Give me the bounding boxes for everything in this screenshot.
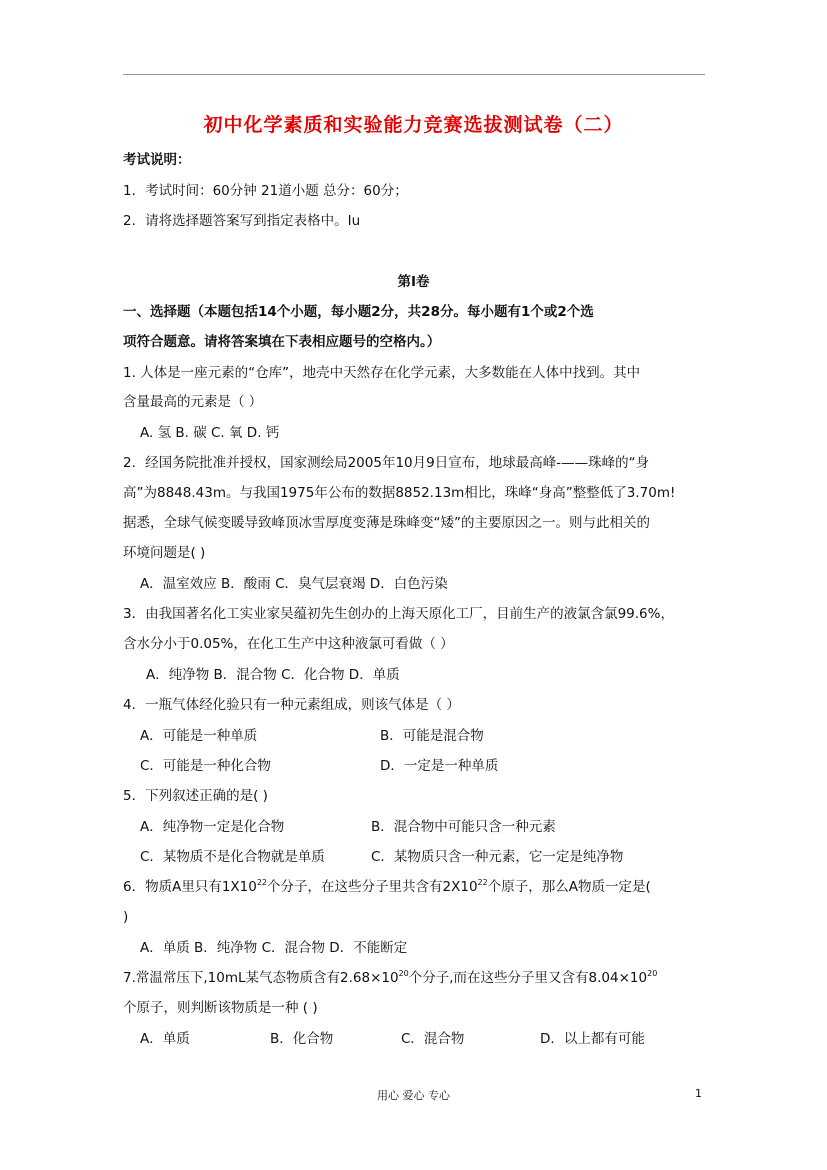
question-2-line-2: 高”为8848.43m。与我国1975年公布的数据8852.13m相比，珠峰“身高”整整低了3.70m! <box>123 485 676 501</box>
question-5-option-b: B．混合物中可能只含一种元素 <box>371 819 556 835</box>
question-2-line-3: 据悉，全球气候变暖导致峰顶冰雪厚度变薄是珠峰变“矮”的主要原因之一。则与此相关的 <box>123 515 650 531</box>
question-1-options: A. 氢 B. 碳 C. 氧 D. 钙 <box>140 425 280 441</box>
question-5-line-1: 5．下列叙述正确的是( ) <box>123 788 268 804</box>
question-1-line-2: 含量最高的元素是（ ） <box>123 394 263 410</box>
question-2-line-1: 2．经国务院批准并授权，国家测绘局2005年10月9日宣布，地球最高峰-——珠峰的“身 <box>123 455 650 471</box>
question-7-option-b: B．化合物 <box>270 1031 334 1047</box>
question-7-line-2: 个原子，则判断该物质是一种 ( ) <box>123 1000 318 1016</box>
page-number: 1 <box>695 1087 702 1100</box>
question-2-line-4: 环境问题是( ) <box>123 545 206 561</box>
question-4-option-d: D．一定是一种单质 <box>380 758 499 774</box>
instructions-heading: 考试说明： <box>123 152 191 168</box>
question-4-line-1: 4．一瓶气体经化验只有一种元素组成，则该气体是（ ） <box>123 697 460 713</box>
question-7-line-1: 7.常温常压下,10mL某气态物质含有$2.68\times 10^{20}$个分子,而在这些分子里又含有$8.04\times 10^{20}$ <box>123 969 658 986</box>
question-7-option-c: C．混合物 <box>401 1031 465 1047</box>
question-3-line-1: 3．由我国著名化工实业家吴蕴初先生创办的上海天原化工厂，目前生产的液氯含氯99.6%， <box>123 606 674 622</box>
volume-heading: 第Ⅰ卷 <box>397 274 430 290</box>
section-heading-line-1: 一、选择题（本题包括14个小题，每小题2分，共28分。每小题有1个或2个选 <box>123 304 594 320</box>
instructions-line-2: 2．请将选择题答案写到指定表格中。Iu <box>123 213 361 229</box>
instructions-line-1: 1．考试时间：60分钟 21道小题 总分：60分； <box>123 183 408 199</box>
question-1-line-1: 1. 人体是一座元素的“仓库”，地壳中天然存在化学元素，大多数能在人体中找到。其中 <box>123 365 641 381</box>
header-rule <box>123 74 705 75</box>
question-7-option-d: D．以上都有可能 <box>540 1031 645 1047</box>
question-6-options: A．单质 B．纯净物 C．混合物 D．不能断定 <box>140 940 408 956</box>
question-3-line-2: 含水分小于0.05%，在化工生产中这种液氯可看做（ ） <box>123 636 454 652</box>
footer-motto: 用心 爱心 专心 <box>377 1089 450 1102</box>
section-heading-line-2: 项符合题意。请将答案填在下表相应题号的空格内。） <box>123 334 441 350</box>
question-4-option-b: B．可能是混合物 <box>380 728 484 744</box>
question-2-options: A．温室效应 B．酸雨 C．臭气层衰竭 D．白色污染 <box>140 576 448 592</box>
question-4-option-a: A．可能是一种单质 <box>140 728 258 744</box>
question-4-option-c: C．可能是一种化合物 <box>140 758 271 774</box>
question-5-option-a: A．纯净物一定是化合物 <box>140 819 285 835</box>
page-title: 初中化学素质和实验能力竞赛选拔测试卷（二） <box>203 114 624 136</box>
question-6-line-1: 6．物质A里只有$1X10^{22}$个分子，在这些分子里共含有$2X10^{22}$个原子，那么A物质一定是( <box>123 878 651 895</box>
question-5-option-d: C．某物质只含一种元素，它一定是纯净物 <box>371 849 624 865</box>
question-5-option-c: C．某物质不是化合物就是单质 <box>140 849 325 865</box>
question-6-line-2: ) <box>123 909 129 925</box>
question-7-option-a: A．单质 <box>140 1031 190 1047</box>
question-3-options: A．纯净物 B．混合物 C．化合物 D．单质 <box>146 667 400 683</box>
